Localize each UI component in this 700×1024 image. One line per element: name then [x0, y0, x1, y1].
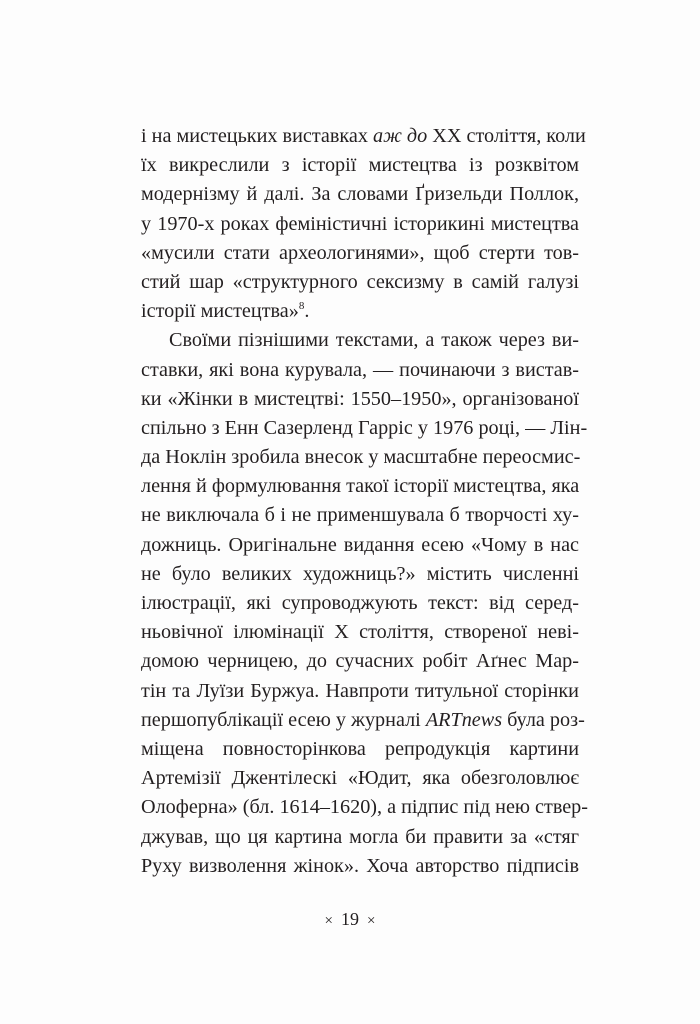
- text-segment: у 1970-х роках феміністичні історикині мистецтва: [141, 212, 579, 235]
- text-segment: ілюстрації, які супроводжують текст: від серед-: [141, 592, 579, 614]
- text-segment: їх викреслили з історії мистецтва із розквітом: [141, 154, 579, 177]
- text-segment: Олоферна» (бл. 1614–1620), а підпис під нею ствер-: [141, 796, 589, 819]
- text-segment: «мусили стати археологинями», щоб стерти тов-: [141, 241, 579, 264]
- text-segment: і на мистецьких виставках: [141, 125, 374, 147]
- text-line: [141, 472, 579, 501]
- footer-ornament-right: ×: [367, 913, 376, 929]
- text-line: [141, 647, 579, 676]
- text-line: [141, 122, 586, 151]
- text-line: [141, 414, 588, 443]
- text-line: [141, 793, 589, 822]
- text-segment: історії мистецтва»: [141, 300, 299, 323]
- text-line: [141, 852, 579, 881]
- text-segment: ставки, які вона курувала, — починаючи з вистав-: [141, 358, 579, 381]
- emphasis-text: аж до: [373, 125, 428, 147]
- text-line: [141, 501, 579, 530]
- text-segment: лення й формулювання такої історії мистецтва, яка: [141, 475, 580, 498]
- text-line: [141, 268, 579, 297]
- text-line: [141, 589, 579, 618]
- emphasis-text: ARTnews: [425, 708, 503, 731]
- text-line: [141, 297, 579, 326]
- text-line: [141, 210, 579, 239]
- body-text: [141, 122, 589, 881]
- text-line: [141, 735, 579, 764]
- text-segment: Своїми пізнішими текстами, а також через ви-: [169, 329, 579, 352]
- text-line: [141, 151, 579, 180]
- text-line: [141, 764, 579, 793]
- text-segment: ньовічної ілюмінації X століття, створеної неві-: [141, 621, 579, 644]
- text-line: [141, 180, 579, 209]
- text-segment: першопублікації есею у журналі: [141, 708, 426, 731]
- text-line: [141, 443, 579, 472]
- text-line: [141, 239, 579, 268]
- text-segment: міщена повносторінкова репродукція картини: [141, 737, 579, 760]
- text-segment: Руху визволення жінок». Хоча авторство підписів: [141, 854, 579, 877]
- text-segment: тін та Луїзи Буржуа. Навпроти титульної сторінки: [141, 679, 579, 702]
- page-number: 19: [341, 909, 359, 929]
- text-segment: да Ноклін зробила внесок у масштабне переосмис-: [141, 446, 581, 469]
- text-segment: дожниць. Оригінальне видання есею «Чому в нас: [141, 533, 579, 556]
- footer-ornament-left: ×: [324, 913, 333, 929]
- text-segment: джував, що ця картина могла би правити за «стяг: [141, 825, 579, 848]
- text-segment: модернізму й далі. За словами Ґризельди Поллок,: [141, 183, 579, 206]
- text-segment: була роз-: [502, 708, 585, 731]
- text-line: [141, 677, 579, 706]
- page-footer: [0, 909, 700, 930]
- footnote-reference: 8: [298, 300, 305, 313]
- text-line: [141, 356, 579, 385]
- text-segment: домою черницею, до сучасних робіт Аґнес Мар-: [141, 650, 579, 673]
- text-segment: Артемізії Джентілескі «Юдит, яка обезголовлює: [141, 767, 579, 790]
- text-segment: не було великих художниць?» містить численні: [141, 562, 579, 585]
- text-line: [141, 531, 579, 560]
- text-line: [141, 560, 579, 589]
- text-line: [141, 326, 579, 355]
- text-segment: не виключала б і не применшувала б творчості ху-: [141, 504, 579, 527]
- text-segment: XX століття, коли: [427, 125, 586, 147]
- text-line: [141, 385, 579, 414]
- text-segment: стий шар «структурного сексизму в самій галузі: [141, 270, 579, 293]
- text-segment: спільно з Енн Сазерленд Гарріс у 1976 році, — Лін-: [141, 416, 588, 439]
- text-segment: ки «Жінки в мистецтві: 1550–1950», організованої: [141, 387, 579, 410]
- text-segment: .: [304, 300, 310, 323]
- text-line: [141, 618, 579, 647]
- text-line: [141, 823, 579, 852]
- text-line: [141, 706, 585, 735]
